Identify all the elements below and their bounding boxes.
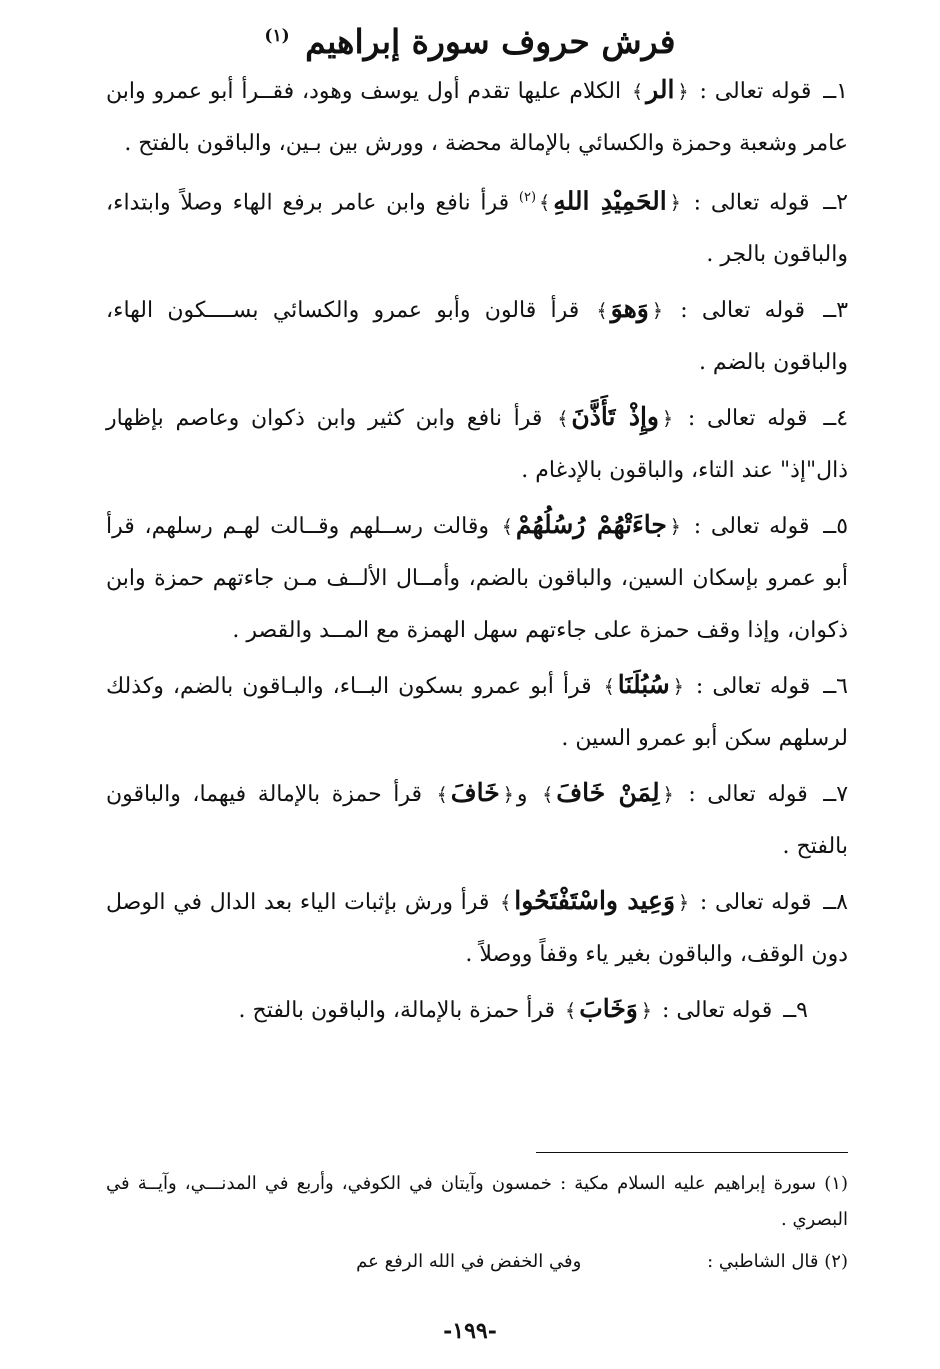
entry-text: قرأ حمزة بالإمالة، والباقون بالفتح . xyxy=(238,998,556,1024)
entry-text: قرأ حمزة بالإمالة فيهما، والباقون بالفتح . xyxy=(106,782,848,860)
entry-lead: قوله تعالى : xyxy=(687,406,808,432)
entry-text: قرأ نافع وابن كثير وابن ذكوان وعاصم بإظهار ذال"إذ" عند التاء، والباقون بالإدغام . xyxy=(106,406,848,484)
footnote-ref: (٢) xyxy=(518,190,537,205)
title-footnote-ref: (١) xyxy=(264,26,290,46)
ornate-bracket-open: ﴿ xyxy=(502,784,514,807)
quran-word: الر xyxy=(646,75,675,104)
quran-word: وَعِيد واسْتَفْتَحُوا xyxy=(514,886,676,916)
entry-number: ٦ــ xyxy=(823,674,848,700)
title-text: فرش حروف سورة إبراهيم xyxy=(305,22,676,61)
ornate-bracket-close: ﴾ xyxy=(565,1000,577,1023)
page-number: -١٩٩- xyxy=(443,1318,497,1344)
ornate-bracket-close: ﴾ xyxy=(603,676,615,699)
footnote-number: (٢) xyxy=(824,1251,848,1272)
entry-number: ٤ــ xyxy=(823,406,849,432)
conjunction: و xyxy=(516,782,528,808)
entry-number: ٣ــ xyxy=(823,298,849,324)
entry-2 xyxy=(106,172,848,281)
entry-lead: قوله تعالى : xyxy=(695,674,811,700)
entry-3 xyxy=(106,283,848,389)
footnote-text: سورة إبراهيم عليه السلام مكية : خمسون وآيتان في الكوفي، وأربع في المدنـــي، وآيــة في البصري . xyxy=(106,1173,848,1230)
entry-lead: قوله تعالى : xyxy=(693,190,810,216)
entry-6 xyxy=(106,659,848,765)
footnote-2 xyxy=(106,1244,848,1280)
entry-text: وقالت رســلهم وقــالت لهـم رسلهم، قرأ أبو عمرو بإسكان السين، والباقون بالضم، وأمــال الألــف مـن جاءتهم حمزة وابن ذكوان، وإذا وقف حمزة على جاءتهم سهل الهمزة مع المــد والقصر . xyxy=(106,514,848,644)
entry-number: ٢ــ xyxy=(823,190,848,216)
main-text xyxy=(106,64,848,1039)
footnote-separator xyxy=(536,1152,848,1153)
entry-lead: قوله تعالى : xyxy=(680,298,806,324)
entry-lead: قوله تعالى : xyxy=(693,514,810,540)
entry-5 xyxy=(106,499,848,657)
entry-lead: قوله تعالى : xyxy=(662,998,773,1024)
entry-1 xyxy=(106,64,848,170)
entry-lead: قوله تعالى : xyxy=(699,890,812,916)
entry-text: قرأ ورش بإثبات الياء بعد الدال في الوصل دون الوقف، والباقون بغير ياء وقفاً ووصلاً . xyxy=(106,890,848,968)
quran-word: الحَمِيْدِ اللهِ xyxy=(553,186,667,216)
entry-number: ٥ــ xyxy=(823,514,849,540)
ornate-bracket-open: ﴿ xyxy=(651,300,663,323)
ornate-bracket-open: ﴿ xyxy=(669,192,681,215)
footnote-1 xyxy=(106,1166,848,1238)
entry-4 xyxy=(106,391,848,497)
ornate-bracket-open: ﴿ xyxy=(672,676,684,699)
entry-7 xyxy=(106,767,848,873)
quran-word: وَهوَ xyxy=(610,294,649,324)
ornate-bracket-close: ﴾ xyxy=(500,892,512,915)
ornate-bracket-open: ﴿ xyxy=(662,784,674,807)
quran-word: خَافَ xyxy=(450,778,500,808)
entry-text: قرأ قالون وأبو عمرو والكسائي بســــكون الهاء، والباقون بالضم . xyxy=(106,298,848,376)
ornate-bracket-close: ﴾ xyxy=(596,300,608,323)
entry-number: ٩ــ xyxy=(783,998,808,1024)
footnote-text: قال الشاطبي : xyxy=(707,1251,819,1272)
quran-word: وَخَابَ xyxy=(579,994,638,1024)
poem-verse: وفي الخفض في الله الرفع عم xyxy=(356,1251,582,1272)
ornate-bracket-open: ﴿ xyxy=(678,892,690,915)
entry-text: قرأ نافع وابن عامر برفع الهاء وصلاً وابتداء، والباقون بالجر . xyxy=(106,190,848,268)
entry-number: ١ــ xyxy=(823,79,848,104)
entry-number: ٨ــ xyxy=(823,890,848,916)
entry-text: الكلام عليها تقدم أول يوسف وهود، فقــرأ أبو عمرو وابن عامر وشعبة وحمزة والكسائي بالإمالة محضة ، وورش بين بـين، والباقون بالفتح . xyxy=(106,79,848,156)
quran-word: لِمَنْ خَافَ xyxy=(556,778,660,808)
quran-word: جاءَتْهُمْ رُسُلُهُمْ xyxy=(515,510,667,540)
ornate-bracket-open: ﴿ xyxy=(677,81,689,103)
entry-text: قرأ أبو عمرو بسكون البــاء، والبـاقون بالضم، وكذلك لرسلهم سكن أبو عمرو السين . xyxy=(106,674,848,752)
ornate-bracket-close: ﴾ xyxy=(539,192,551,215)
quran-word: سُبُلَنَا xyxy=(617,670,670,700)
ornate-bracket-close: ﴾ xyxy=(557,408,569,431)
ornate-bracket-open: ﴿ xyxy=(640,1000,653,1023)
ornate-bracket-close: ﴾ xyxy=(436,784,448,807)
quran-word: وإِذْ تَأَذَّنَ xyxy=(571,402,659,432)
page-title xyxy=(0,8,940,70)
ornate-bracket-open: ﴿ xyxy=(661,408,674,431)
entry-8 xyxy=(106,875,848,981)
ornate-bracket-close: ﴾ xyxy=(542,784,554,807)
entry-9 xyxy=(106,983,848,1037)
entry-lead: قوله تعالى : xyxy=(688,782,808,808)
ornate-bracket-close: ﴾ xyxy=(631,81,644,103)
entry-lead: قوله تعالى : xyxy=(699,79,812,104)
footnotes xyxy=(106,1166,848,1286)
footnote-number: (١) xyxy=(824,1173,848,1194)
ornate-bracket-close: ﴾ xyxy=(501,516,513,539)
ornate-bracket-open: ﴿ xyxy=(669,516,681,539)
entry-number: ٧ــ xyxy=(823,782,849,808)
